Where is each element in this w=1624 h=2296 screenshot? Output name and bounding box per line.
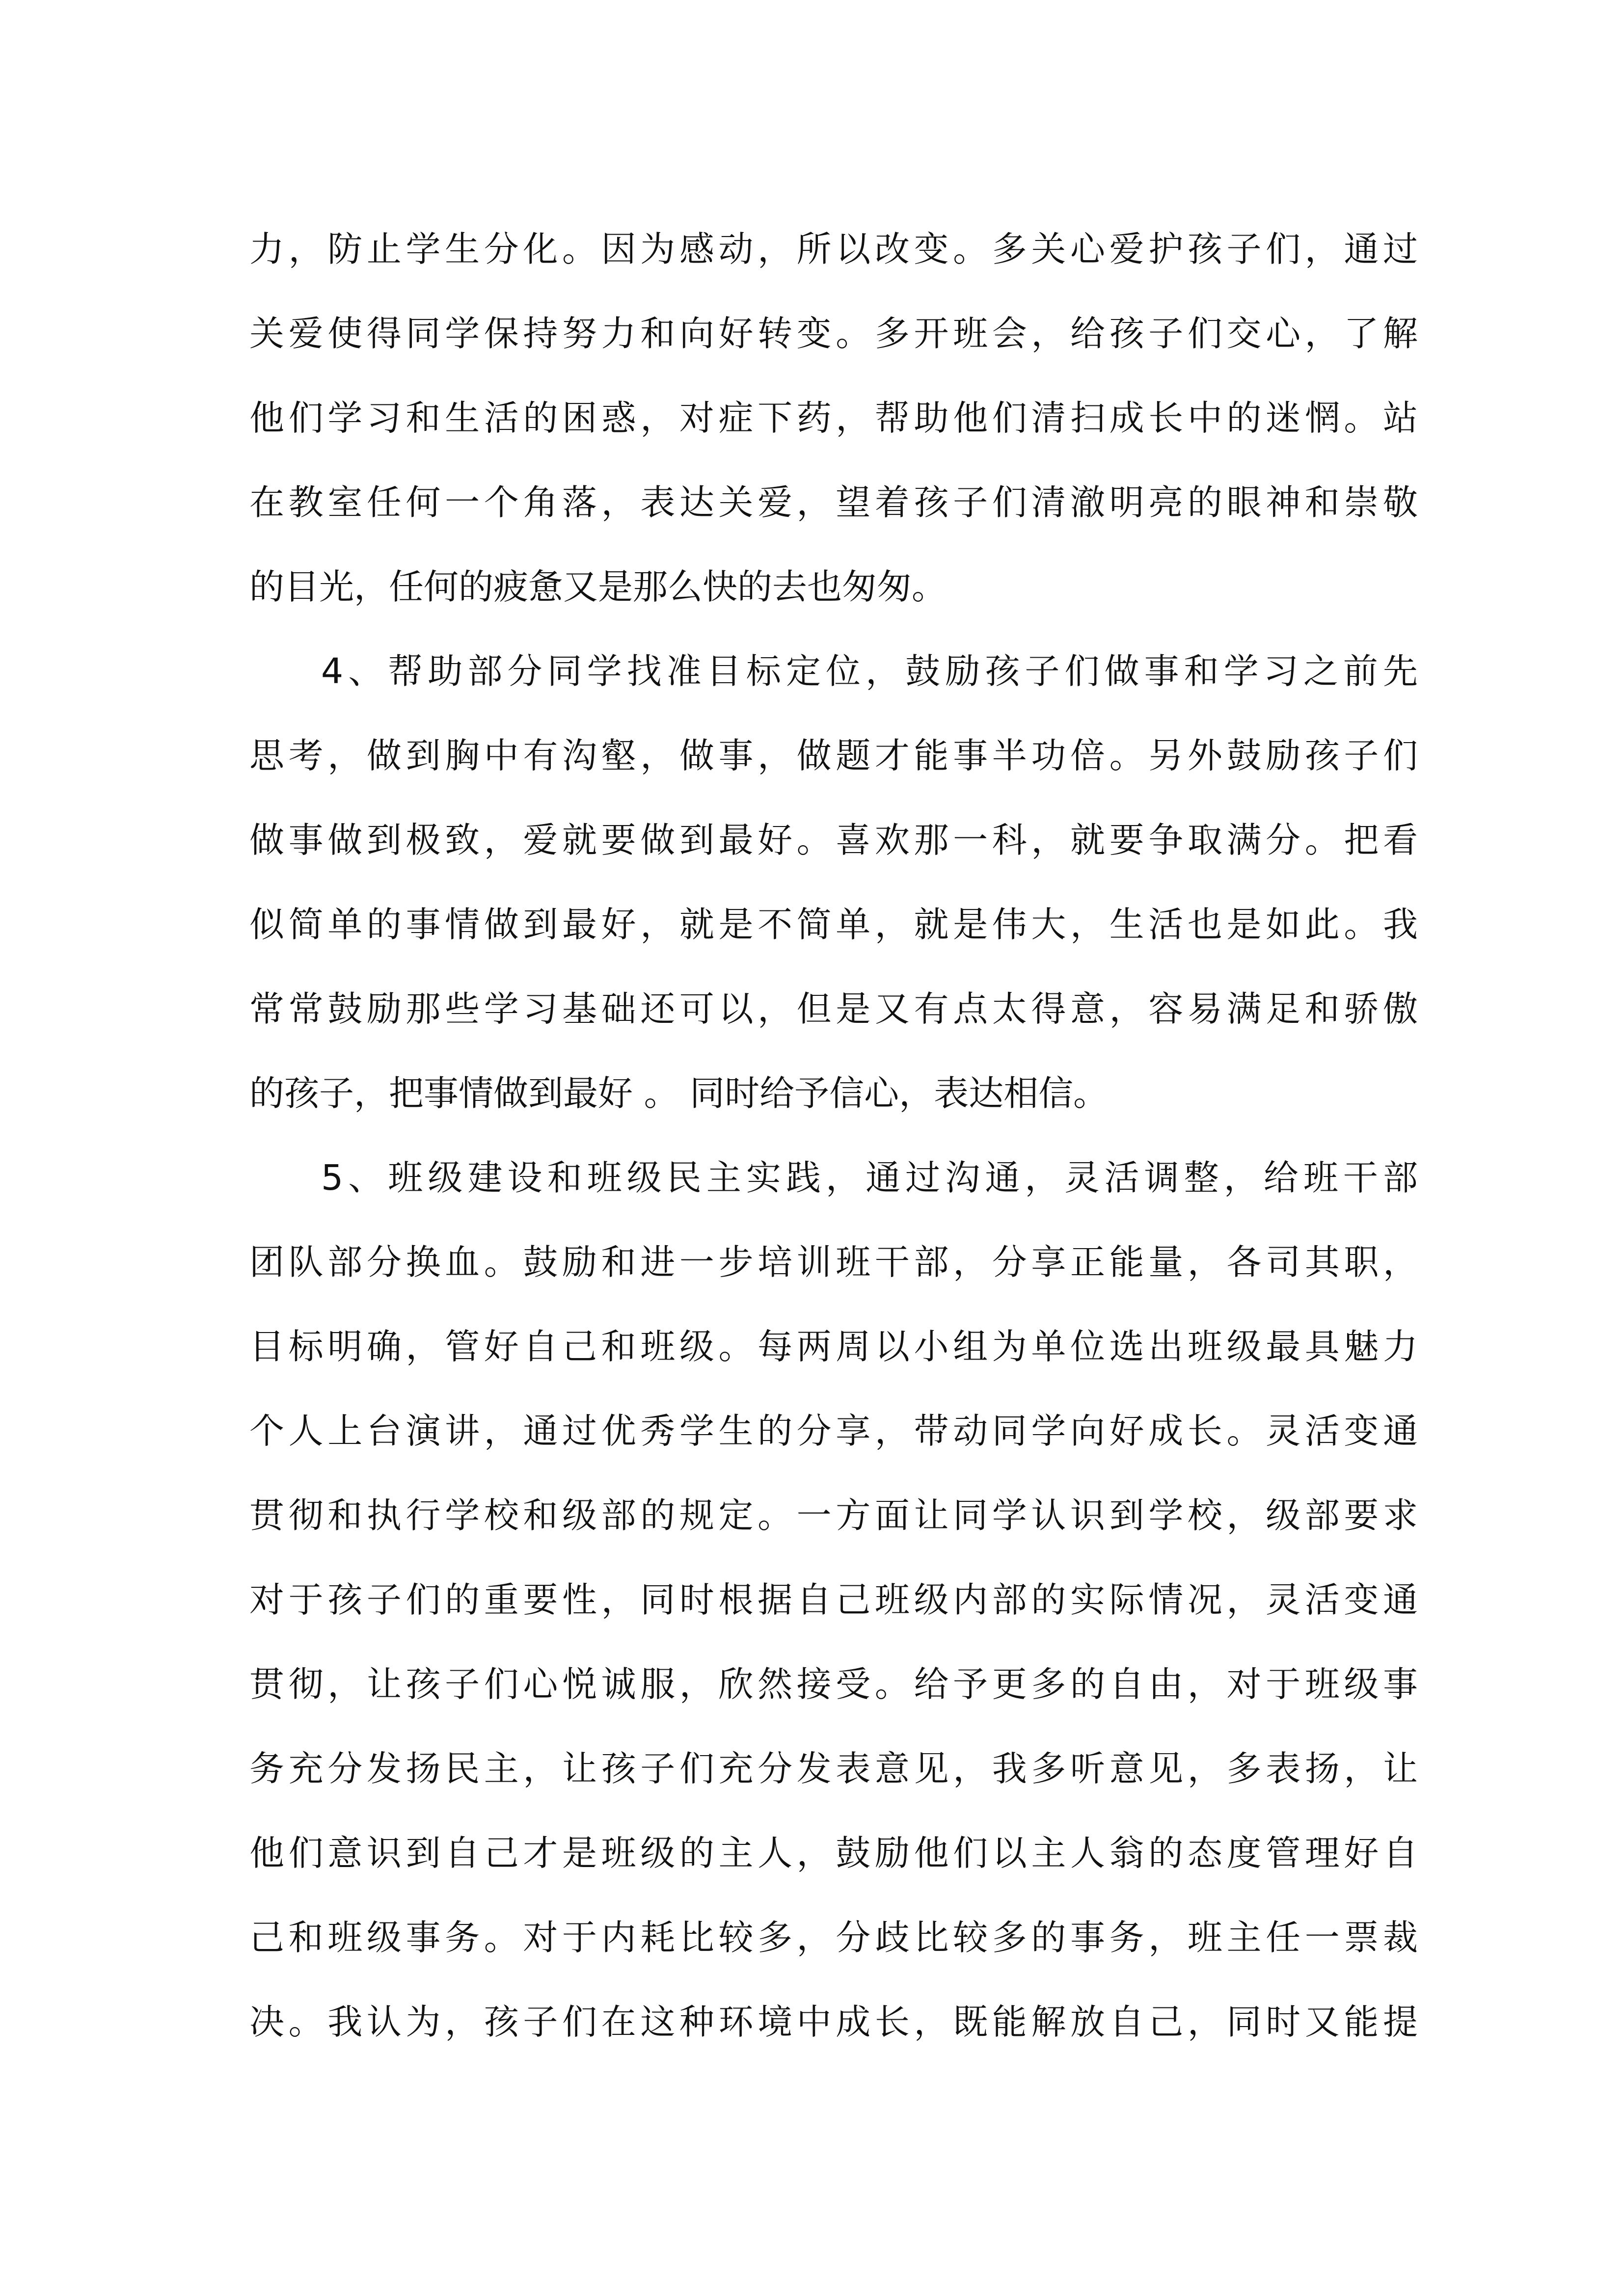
text-line: 己和班级事务。对于内耗比较多，分歧比较多的事务，班主任一票裁 <box>249 1917 1418 1958</box>
text-line: 务充分发扬民主，让孩子们充分发表意见，我多听意见，多表扬，让 <box>249 1748 1418 1789</box>
text-line: 做事做到极致，爱就要做到最好。喜欢那一科，就要争取满分。把看 <box>249 820 1418 860</box>
text-line: 关爱使得同学保持努力和向好转变。多开班会，给孩子们交心，了解 <box>249 313 1418 354</box>
text-line: 贯彻和执行学校和级部的规定。一方面让同学认识到学校，级部要求 <box>249 1495 1418 1536</box>
text-line: 对于孩子们的重要性，同时根据自己班级内部的实际情况，灵活变通 <box>249 1579 1418 1620</box>
text-line: 似简单的事情做到最好，就是不简单，就是伟大，生活也是如此。我 <box>249 904 1418 945</box>
text-line: 贯彻，让孩子们心悦诚服，欣然接受。给予更多的自由，对于班级事 <box>249 1664 1418 1705</box>
text-line: 思考，做到胸中有沟壑，做事，做题才能事半功倍。另外鼓励孩子们 <box>249 735 1418 776</box>
text-line: 力，防止学生分化。因为感动，所以改变。多关心爱护孩子们，通过 <box>249 229 1418 269</box>
text-line: 个人上台演讲，通过优秀学生的分享，带动同学向好成长。灵活变通 <box>249 1411 1418 1451</box>
text-line: 在教室任何一个角落，表达关爱，望着孩子们清澈明亮的眼神和崇敬 <box>249 482 1418 523</box>
paragraph-start-line: 5、班级建设和班级民主实践，通过沟通，灵活调整，给班干部 <box>321 1157 1418 1198</box>
text-line: 决。我认为，孩子们在这种环境中成长，既能解放自己，同时又能提 <box>249 2002 1418 2042</box>
text-line: 他们学习和生活的困惑，对症下药，帮助他们清扫成长中的迷惘。站 <box>249 398 1418 438</box>
text-line: 常常鼓励那些学习基础还可以，但是又有点太得意，容易满足和骄傲 <box>249 988 1418 1029</box>
text-line: 目标明确，管好自己和班级。每两周以小组为单位选出班级最具魅力 <box>249 1326 1418 1367</box>
text-line: 团队部分换血。鼓励和进一步培训班干部，分享正能量，各司其职， <box>249 1242 1418 1282</box>
text-line: 他们意识到自己才是班级的主人，鼓励他们以主人翁的态度管理好自 <box>249 1833 1418 1873</box>
text-line: 的孩子，把事情做到最好 。 同时给予信心，表达相信。 <box>249 1073 1109 1114</box>
text-line: 的目光，任何的疲惫又是那么快的去也匆匆。 <box>249 566 947 607</box>
paragraph-start-line: 4、帮助部分同学找准目标定位，鼓励孩子们做事和学习之前先 <box>321 651 1418 692</box>
